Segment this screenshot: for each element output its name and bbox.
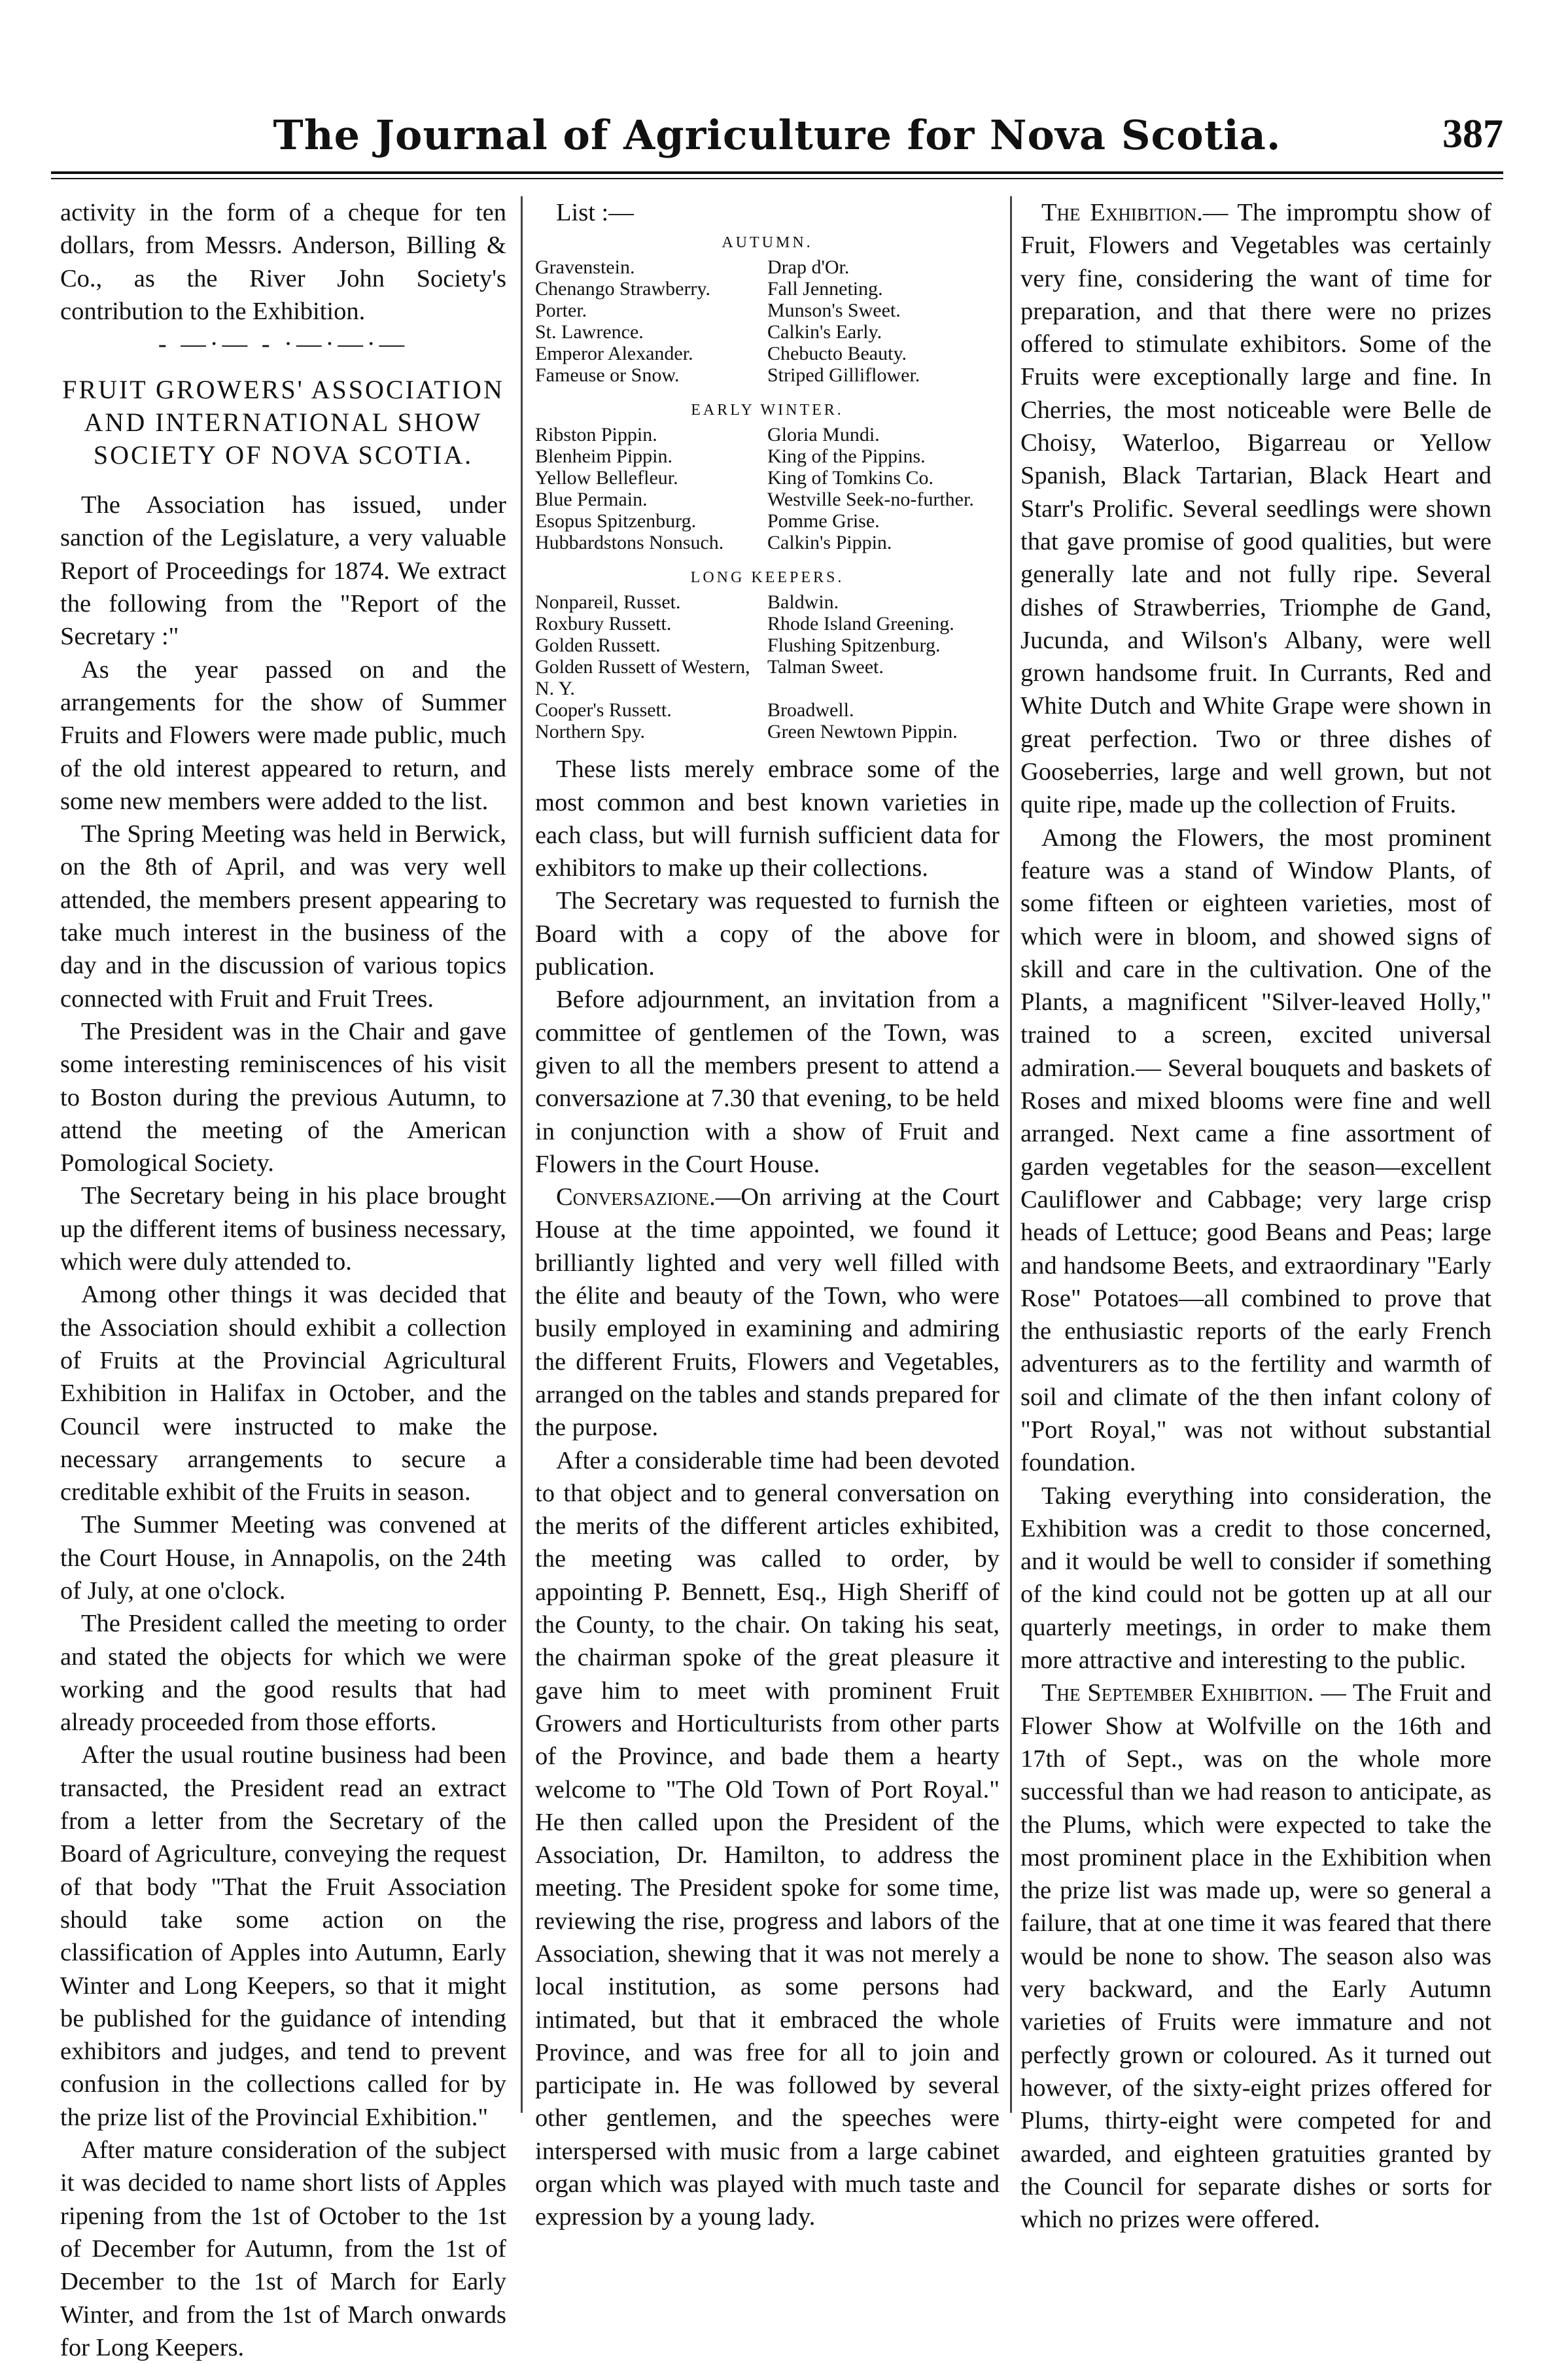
- table-row: [535, 256, 1000, 278]
- apple-list-long-keepers: [535, 564, 1000, 742]
- paragraph: The Secretary being in his place brought up the different items of business necessary, which were duly attended to.: [60, 1182, 506, 1276]
- paragraph: [1020, 196, 1491, 822]
- table-cell: Esopus Spitzenburg.: [535, 510, 697, 532]
- intro-paragraph: activity in the form of a cheque for ten dollars, from Messrs. Anderson, Billing & Co., as the River John Society's contribution to the Exhibition.: [60, 199, 506, 325]
- paragraph: Among the Flowers, the most prominent feature was a stand of Window Plants, of some fifteen or eighteen varieties, most of which were in bloom, and showed signs of skill and care in the cultivation. One of the Plants, a magnificent "Silver-leaved Holly," trained to a screen, excited universal admiration.— Several bouquets and baskets of Roses and mixed blooms were fine and well arranged. Next came a fine assortment of garden vegetables for the season—excellent Cauliflower and Cabbage; very large crisp heads of Lettuce; good Beans and Peas; large and handsome Beets, and extraordinary "Early Rose" Potatoes—all combined to prove that the enthusiastic reports of the early French adventurers as to the fertility and warmth of soil and climate of the then infant colony of "Port Royal," was not without substantial foundation.: [1020, 824, 1491, 1477]
- paragraph-text: —On arriving at the Court House at the time appointed, we found it brilliantly lighted and very well filled with the élite and beauty of the Town, who were busily employed in examining and admiring the different Fruits, Flowers and Vegetables, arranged on the tables and stands prepared for the purpose.: [535, 1183, 1000, 1442]
- column-divider-1: [521, 196, 523, 2113]
- run-in-heading: Conversazione.: [556, 1183, 716, 1211]
- paragraph: Taking everything into consideration, the Exhibition was a credit to those concerned, and it would be well to consider if something of the kind could not be gotten up at all our quarterly meetings, in order to make them more attractive and interesting to the public.: [1020, 1482, 1491, 1675]
- table-cell: Porter.: [535, 300, 587, 322]
- table-cell: Chenango Strawberry.: [535, 278, 710, 300]
- variety-table: [535, 424, 1000, 553]
- paragraph: The Spring Meeting was held in Berwick, on the 8th of April, and was very well attended, the members present appearing to take much interest in the business of the day and in the discussion of various topics connected with Fruit and Fruit Trees.: [60, 820, 506, 1013]
- table-row: [535, 424, 1000, 445]
- table-row: [535, 343, 1000, 364]
- table-row: [535, 467, 1000, 489]
- variety-table: [535, 591, 1000, 742]
- table-cell: Blue Permain.: [535, 489, 648, 511]
- table-cell: Drap d'Or.: [767, 256, 850, 279]
- table-row: [535, 656, 1000, 699]
- paragraph: Among other things it was decided that the Association should exhibit a collection of Fruits at the Provincial Agricultural Exhibition in Halifax in October, and the Council were instructed to make the necessary arrangements to secure a creditable exhibit of the Fruits in season.: [60, 1281, 506, 1506]
- paragraph: As the year passed on and the arrangements for the show of Summer Fruits and Flowers were made public, much of the old interest appeared to return, and some new members were added to the list.: [60, 655, 506, 815]
- table-cell: Chebucto Beauty.: [767, 343, 907, 365]
- table-cell: Gravenstein.: [535, 256, 635, 279]
- list-heading: EARLY WINTER.: [691, 402, 844, 419]
- table-cell: Golden Russett.: [535, 634, 661, 657]
- apple-list-autumn: [535, 229, 1000, 386]
- paragraph-text: — The Fruit and Flower Show at Wolfville on the 16th and 17th of Sept., was on the whole more successful than we had reason to anticipate, as the Plums, which were expected to take the most prominent place in the Exhibition when the prize list was made up, were so general a failure, that at one time it was feared that there would be none to show. The season also was very backward, and the Early Autumn varieties of Fruits were immature and not perfectly grown or coloured. As it turned out however, of the sixty-eight prizes offered for Plums, thirty-eight were competed for and awarded, and eighteen gratuities granted by the Council for separate dishes or sorts for which no prizes were offered.: [1020, 1679, 1492, 2234]
- section-separator: - —·— - ·—·—·—: [158, 330, 409, 358]
- table-row: [535, 321, 1000, 343]
- table-row: [535, 699, 1000, 721]
- table-cell: Pomme Grise.: [767, 510, 880, 532]
- article-heading: FRUIT GROWERS' ASSOCIATION AND INTERNATIONAL SHOW SOCIETY OF NOVA SCOTIA.: [62, 375, 504, 470]
- table-cell: Baldwin.: [767, 591, 839, 614]
- paragraph: The President was in the Chair and gave some interesting reminiscences of his visit to Boston during the previous Autumn, to attend the meeting of the American Pomological Society.: [60, 1017, 506, 1177]
- table-cell: Flushing Spitzenburg.: [767, 634, 941, 657]
- table-cell: St. Lawrence.: [535, 321, 644, 343]
- table-row: [535, 510, 1000, 532]
- header-rule-thin: [51, 178, 1503, 179]
- table-cell: Gloria Mundi.: [767, 424, 880, 446]
- table-cell: Green Newtown Pippin.: [767, 721, 958, 743]
- column-divider-2: [1010, 196, 1012, 2113]
- list-heading: AUTUMN.: [722, 234, 813, 252]
- column-3: [1020, 196, 1491, 2236]
- table-row: [535, 721, 1000, 742]
- table-cell: Striped Gilliflower.: [767, 364, 920, 387]
- list-label: List :—: [556, 199, 634, 226]
- paragraph: [535, 1181, 1000, 1444]
- list-heading: LONG KEEPERS.: [690, 569, 845, 587]
- paragraph: Before adjournment, an invitation from a committee of gentlemen of the Town, was given to all the members present to attend a conversazione at 7.30 that evening, to be held in conjunction with a show of Fruit and Flowers in the Court House.: [535, 986, 1000, 1178]
- table-row: [535, 445, 1000, 467]
- table-cell: King of the Pippins.: [767, 445, 926, 468]
- column-1: [60, 196, 506, 2364]
- table-cell: Nonpareil, Russet.: [535, 591, 681, 614]
- paragraph: The Secretary was requested to furnish the Board with a copy of the above for publication.: [535, 887, 1000, 981]
- table-cell: Ribston Pippin.: [535, 424, 657, 446]
- table-row: [535, 591, 1000, 613]
- table-cell: Golden Russett of Western, N. Y.: [535, 656, 750, 700]
- table-cell: Talman Sweet.: [767, 656, 884, 678]
- table-cell: King of Tomkins Co.: [767, 467, 934, 489]
- table-cell: Rhode Island Greening.: [767, 613, 954, 635]
- variety-table: [535, 256, 1000, 386]
- table-row: [535, 300, 1000, 321]
- paragraph: These lists merely embrace some of the most common and best known varieties in each class, but will furnish sufficient data for exhibitors to make up their collections.: [535, 756, 1000, 882]
- table-cell: Northern Spy.: [535, 721, 646, 743]
- table-row: [535, 613, 1000, 634]
- paragraph: After the usual routine business had been transacted, the President read an extract from a letter from the Secretary of the Board of Agriculture, conveying the request of that body "That the Fruit Association should take some action on the classification of Apples into Autumn, Early Winter and Long Keepers, so that it might be published for the guidance of intending exhibitors and judges, and tend to prevent confusion in the collections called for by the prize list of the Provincial Exhibition.": [60, 1741, 506, 2131]
- table-cell: Fameuse or Snow.: [535, 364, 680, 387]
- table-cell: Munson's Sweet.: [767, 300, 901, 322]
- running-title: The Journal of Agriculture for Nova Scotia.: [273, 111, 1281, 159]
- paragraph: [1020, 1677, 1491, 2236]
- page-number: 387: [1442, 112, 1503, 156]
- apple-list-early-winter: [535, 396, 1000, 553]
- paragraph: After mature consideration of the subject it was decided to name short lists of Apples ripening from the 1st of October to the 1st of December for Autumn, from the 1st of December to the 1st of March for Early Winter, and from the 1st of March onwards for Long Keepers.: [60, 2136, 506, 2361]
- run-in-heading: The September Exhibition.: [1041, 1679, 1314, 1707]
- table-cell: Calkin's Pippin.: [767, 532, 892, 554]
- paragraph: The Association has issued, under sanction of the Legislature, a very valuable Report of Proceedings for 1874. We extract the following from the "Report of the Secretary :": [60, 491, 506, 651]
- column-2: [535, 196, 1000, 2234]
- table-cell: Hubbardstons Nonsuch.: [535, 532, 724, 554]
- table-cell: Westville Seek-no-further.: [767, 489, 974, 511]
- header-rule-thick: [51, 171, 1503, 174]
- table-cell: Broadwell.: [767, 699, 854, 721]
- table-cell: Blenheim Pippin.: [535, 445, 672, 468]
- table-cell: Fall Jenneting.: [767, 278, 883, 300]
- table-cell: Roxbury Russett.: [535, 613, 672, 635]
- paragraph-text: — The impromptu show of Fruit, Flowers and Vegetables was certainly very fine, considering the want of time for preparation, and that there were no prizes offered to stimulate exhibitors. Some of the Fruits were exceptionally large and fine. In Cherries, the most noticeable were Belle de Choisy, Waterloo, Bigarreau or Yellow Spanish, Black Tartarian, Black Heart and Starr's Prolific. Several seedlings were shown that gave promise of good qualities, but were generally late and not fully ripe. Several dishes of Strawberries, Triomphe de Gand, Jucunda, and Wilson's Albany, were well grown handsome fruit. In Currants, Red and White Dutch and White Grape were shown in great perfection. Two or three dishes of Gooseberries, large and well grown, but not quite ripe, made up the collection of Fruits.: [1020, 199, 1491, 819]
- table-cell: Calkin's Early.: [767, 321, 882, 343]
- table-row: [535, 364, 1000, 386]
- table-cell: Yellow Bellefleur.: [535, 467, 678, 489]
- table-row: [535, 634, 1000, 656]
- table-row: [535, 278, 1000, 300]
- table-row: [535, 489, 1000, 510]
- run-in-heading: The Exhibition.: [1041, 199, 1203, 226]
- paragraph: The Summer Meeting was convened at the Court House, in Annapolis, on the 24th of July, at one o'clock.: [60, 1511, 506, 1605]
- paragraph: The President called the meeting to order and stated the objects for which we were working and the good results that had already proceeded from those efforts.: [60, 1610, 506, 1737]
- table-cell: Cooper's Russett.: [535, 699, 672, 721]
- page-header: [51, 111, 1503, 170]
- table-row: [535, 532, 1000, 553]
- paragraph: After a considerable time had been devoted to that object and to general conversation on the merits of the different articles exhibited, the meeting was called to order, by appointing P. Bennett, Esq., High Sheriff of the County, to the chair. On taking his seat, the chairman spoke of the great pleasure it gave him to meet with prominent Fruit Growers and Horticulturists from other parts of the Province, and bade them a hearty welcome to "The Old Town of Port Royal." He then called upon the President of the Association, Dr. Hamilton, to address the meeting. The President spoke for some time, reviewing the rise, progress and labors of the Association, shewing that it was not merely a local institution, as some persons had intimated, but that it embraced the whole Province, and was free for all to join and participate in. He was followed by several other gentlemen, and the speeches were interspersed with music from a large cabinet organ which was played with much taste and expression by a young lady.: [535, 1446, 1000, 2231]
- table-cell: Emperor Alexander.: [535, 343, 693, 365]
